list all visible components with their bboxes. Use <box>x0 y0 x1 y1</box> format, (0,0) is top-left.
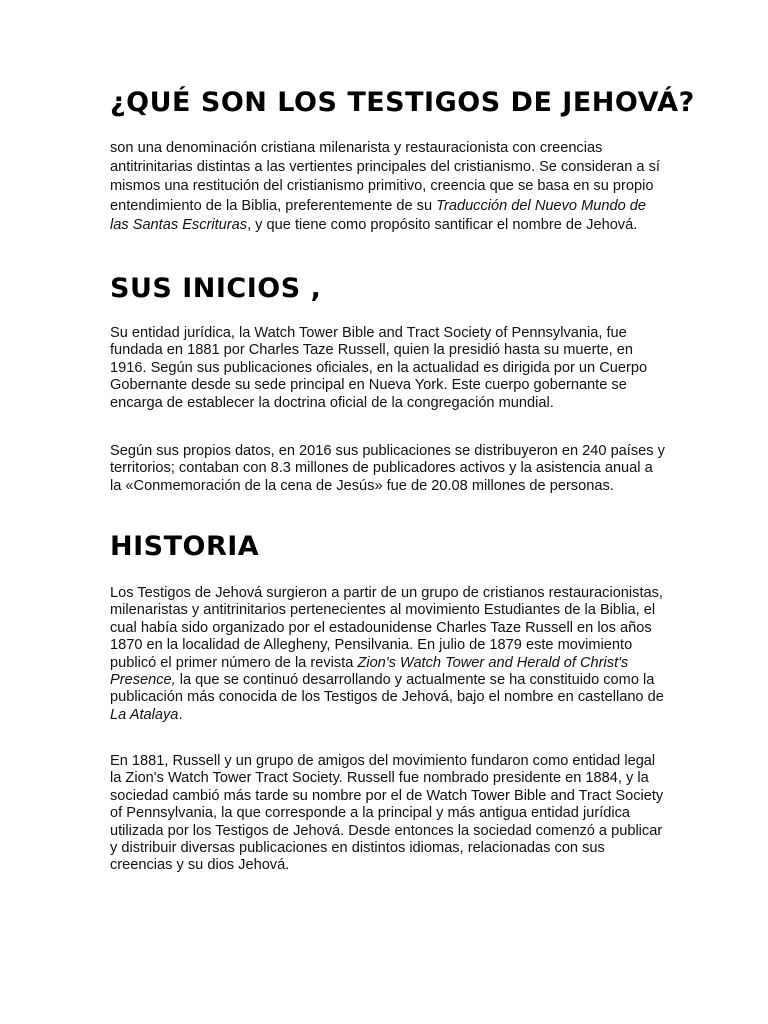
paragraph-text: Los Testigos de Jehová surgieron a partir de un grupo de cristianos restauracionistas, milenaristas y antitrinitarios pertenecientes al movimiento Estudiantes de la Biblia, el cual había sido organizado por el estadounidense Charles Taze Russell en los años 1870 en la localidad de Allegheny, Pensilvania. En julio de 1879 este movimiento publicó el primer número de la revista <box>110 585 663 671</box>
heading-historia: HISTORIA <box>110 531 260 562</box>
heading-sus-inicios: SUS INICIOS , <box>110 273 322 304</box>
la-atalaya-italic: La Atalaya <box>110 706 179 723</box>
paragraph-statistics <box>110 443 666 495</box>
book-title-italic: Traducción del Nuevo Mundo de las Santas Escrituras <box>110 197 646 233</box>
paragraph-legal-entity <box>110 325 666 412</box>
paragraph-text: la que se continuó desarrollando y actualmente se ha constituido como la publicación más conocida de los Testigos de Jehová, bajo el nombre en castellano de <box>110 672 664 706</box>
magazine-title-italic: Zion's Watch Tower and Herald of Christ's Presence, <box>110 654 629 689</box>
paragraph-text: , y que tiene como propósito santificar el nombre de Jehová. <box>247 216 638 233</box>
paragraph-text: En 1881, Russell y un grupo de amigos del movimiento fundaron como entidad legal la Zion's Watch Tower Tract Society. Russell fue nombrado presidente en 1884, y la sociedad cambió más tarde su nombre por el de Watch Tower Bible and Tract Society of Pennsylvania, la que corresponde a la principal y más antigua entidad jurídica utilizada por los Testigos de Jehová. Desde entonces la sociedad comenzó a publicar y distribuir diversas publicaciones en distintos idiomas, relacionadas con sus creencias y su dios Jehová. <box>110 753 664 874</box>
heading-que-son: ¿QUÉ SON LOS TESTIGOS DE JEHOVÁ? <box>110 87 695 118</box>
paragraph-origins <box>110 585 666 724</box>
paragraph-definition <box>110 139 666 235</box>
paragraph-text: son una denominación cristiana milenarista y restauracionista con creencias antitrinitarias distintas a las vertientes principales del cristianismo. Se consideran a sí mismos una restitución del cristianismo primitivo, creencia que se basa en su propio entendimiento de la Biblia, preferentemente de su <box>110 140 660 214</box>
paragraph-text: . <box>178 706 183 723</box>
paragraph-society-founding <box>110 753 666 875</box>
paragraph-text: Su entidad jurídica, la Watch Tower Bible and Tract Society of Pennsylvania, fue fundada en 1881 por Charles Taze Russell, quien la presidió hasta su muerte, en 1916. Según sus publicaciones oficiales, en la actualidad es dirigida por un Cuerpo Gobernante desde su sede principal en Nueva York. Este cuerpo gobernante se encarga de establecer la doctrina oficial de la congregación mundial. <box>110 325 648 411</box>
paragraph-text: Según sus propios datos, en 2016 sus publicaciones se distribuyeron en 240 países y territorios; contaban con 8.3 millones de publicadores activos y la asistencia anual a la «Conmemoración de la cena de Jesús» fue de 20.08 millones de personas. <box>110 443 665 494</box>
